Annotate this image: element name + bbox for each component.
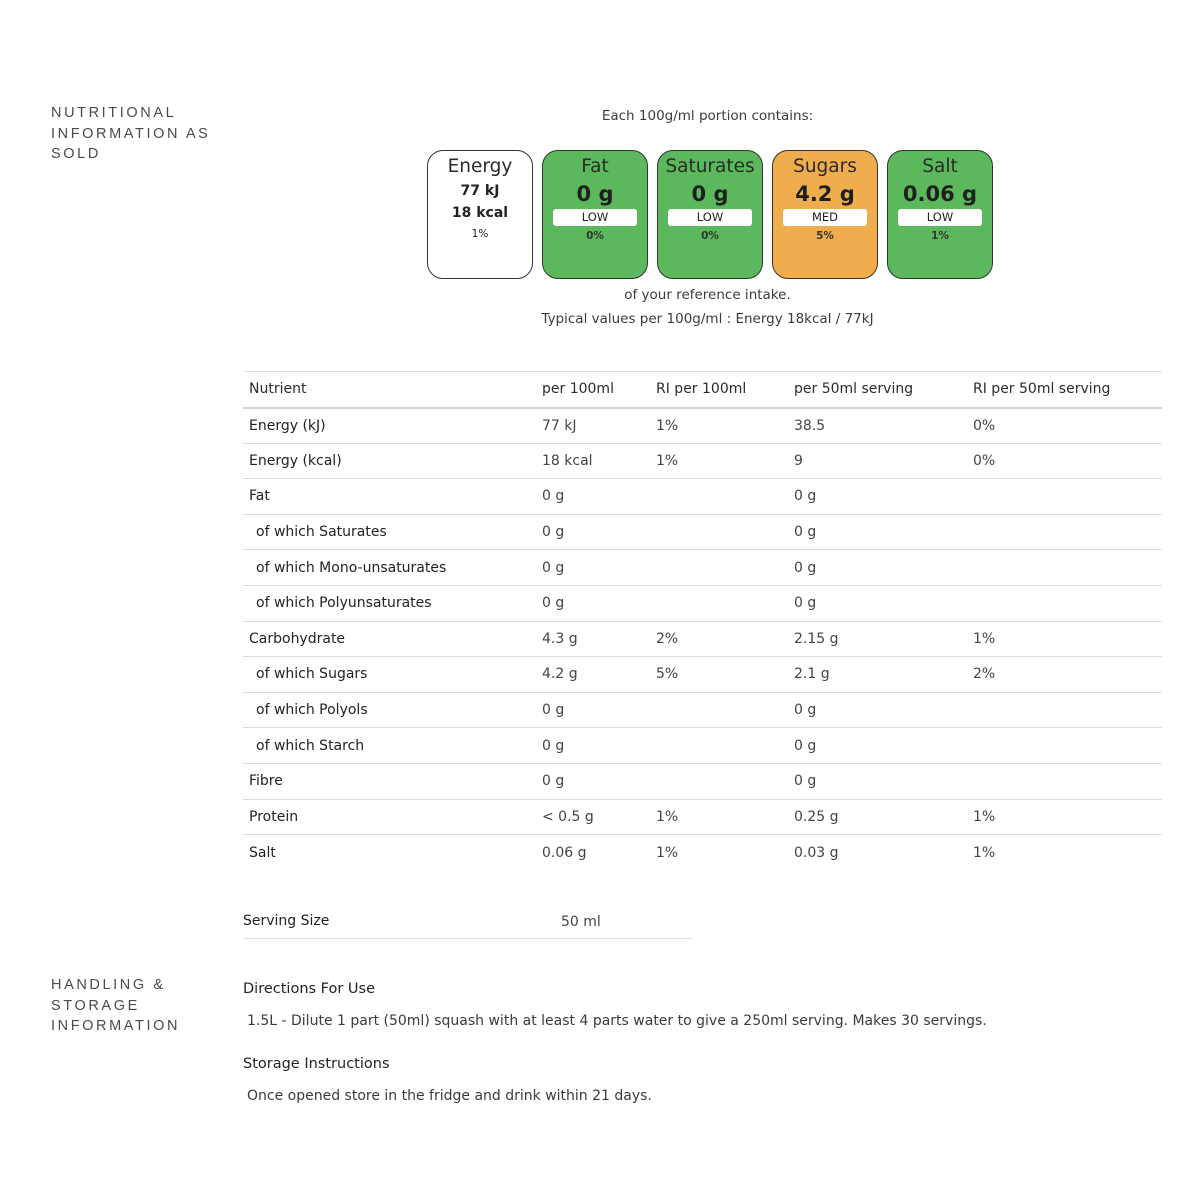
nutrient-name: Fat [243,479,536,515]
header-ri-per-100ml: RI per 100ml [650,372,788,408]
nutrient-name: of which Polyols [243,692,536,728]
salt-level-badge: LOW [898,209,982,226]
traffic-light-energy [427,150,533,279]
ri-100ml-value [650,692,788,728]
directions-for-use-heading: Directions For Use [243,981,376,997]
ri-50ml-value [967,728,1162,764]
serving-size-row [243,907,693,939]
storage-instructions-text: Once opened store in the fridge and drink within 21 days. [247,1088,652,1104]
traffic-light-salt [887,150,993,279]
sugars-value: 4.2 g [795,182,855,206]
ri-100ml-value [650,514,788,550]
ri-50ml-value [967,763,1162,799]
nutrition-table [243,371,1162,870]
table-row [243,479,1162,515]
per-100ml-value: 0 g [536,728,650,764]
table-row [243,799,1162,835]
serving-size-value: 50 ml [561,914,601,930]
nutritional-information-section-label: NUTRITIONAL INFORMATION AS SOLD [51,105,211,162]
ri-100ml-value: 1% [650,408,788,444]
energy-ri-pct: 1% [471,228,489,240]
per-100ml-value: 0 g [536,479,650,515]
per-100ml-value: 4.3 g [536,621,650,657]
per-100ml-value: 0 g [536,763,650,799]
header-per-100ml: per 100ml [536,372,650,408]
ri-100ml-value [650,728,788,764]
table-row [243,835,1162,871]
nutrient-name: Protein [243,799,536,835]
ri-50ml-value: 2% [967,657,1162,693]
per-50ml-value: 0.03 g [794,844,839,861]
table-row [243,408,1162,444]
table-header-row [243,372,1162,408]
serving-size-label: Serving Size [243,913,330,929]
per-50ml-value: 0 g [788,763,967,799]
per-50ml-value: 0 g [788,550,967,586]
ri-50ml-value: 1% [967,621,1162,657]
ri-50ml-value: 1% [973,844,996,861]
directions-for-use-text: 1.5L - Dilute 1 part (50ml) squash with at least 4 parts water to give a 250ml serving. Makes 30 servings. [247,1013,987,1029]
per-50ml-value: 0 g [788,692,967,728]
fat-value: 0 g [576,182,614,206]
per-50ml-value: 0 g [788,514,967,550]
saturates-title: Saturates [665,156,755,177]
fat-ri-pct: 0% [586,230,604,242]
saturates-level-badge: LOW [668,209,752,226]
fat-level-badge: LOW [553,209,637,226]
ri-100ml-value [650,763,788,799]
ri-100ml-value [650,479,788,515]
table-row [243,692,1162,728]
per-100ml-value: < 0.5 g [536,799,650,835]
saturates-ri-pct: 0% [701,230,719,242]
header-per-50ml-serving: per 50ml serving [788,372,967,408]
header-ri-per-50ml-serving: RI per 50ml serving [967,372,1162,408]
header-nutrient: Nutrient [243,372,536,408]
per-50ml-value: 0.25 g [788,799,967,835]
per-50ml-value: 9 [788,443,967,479]
salt-ri-pct: 1% [931,230,949,242]
table-row [243,728,1162,764]
portion-heading: Each 100g/ml portion contains: [601,108,814,124]
salt-title: Salt [922,156,958,177]
sugars-title: Sugars [793,156,857,177]
per-100ml-value: 0 g [536,514,650,550]
nutrient-name: of which Saturates [243,514,536,550]
fat-title: Fat [581,156,609,177]
nutrient-name: of which Starch [243,728,536,764]
energy-kj: 77 kJ [460,183,500,199]
per-100ml-value: 0.06 g [542,844,587,861]
nutrient-name: of which Sugars [243,657,536,693]
ri-50ml-value [967,514,1162,550]
ri-100ml-value: 1% [650,443,788,479]
per-100ml-value: 77 kJ [536,408,650,444]
per-50ml-value: 0 g [788,728,967,764]
per-50ml-value: 2.15 g [788,621,967,657]
ri-50ml-value: 1% [967,799,1162,835]
table-row [243,763,1162,799]
ri-50ml-value: 0% [967,408,1162,444]
salt-value: 0.06 g [902,182,978,206]
per-100ml-value: 0 g [536,692,650,728]
sugars-level-badge: MED [783,209,867,226]
sugars-ri-pct: 5% [816,230,834,242]
ri-100ml-value: 2% [650,621,788,657]
traffic-light-sugars [772,150,878,279]
table-row [243,657,1162,693]
ri-50ml-value [967,585,1162,621]
per-50ml-value: 0 g [788,585,967,621]
ri-100ml-value [650,585,788,621]
ri-50ml-value [967,479,1162,515]
per-50ml-value: 38.5 [788,408,967,444]
table-row [243,550,1162,586]
ri-100ml-value: 1% [656,844,679,861]
nutrient-name: Fibre [243,763,536,799]
per-100ml-value: 4.2 g [536,657,650,693]
traffic-light-labels [427,150,993,279]
table-row [243,585,1162,621]
table-row [243,443,1162,479]
ri-50ml-value [967,692,1162,728]
nutrient-name: Energy (kJ) [243,408,536,444]
per-100ml-value: 0 g [536,585,650,621]
per-100ml-value: 0 g [536,550,650,586]
ri-100ml-value: 1% [650,799,788,835]
per-50ml-value: 0 g [788,479,967,515]
ri-100ml-value [650,550,788,586]
nutrient-name: Salt [249,844,276,861]
nutrient-name: of which Mono-unsaturates [243,550,536,586]
saturates-value: 0 g [691,182,729,206]
nutrient-name: Carbohydrate [243,621,536,657]
nutrient-name: Energy (kcal) [243,443,536,479]
reference-intake-note: of your reference intake. [624,287,791,303]
handling-storage-section-label: HANDLING & STORAGE INFORMATION [51,977,181,1034]
ri-50ml-value: 0% [967,443,1162,479]
energy-kcal: 18 kcal [451,205,509,221]
ri-50ml-value [967,550,1162,586]
per-50ml-value: 2.1 g [788,657,967,693]
ri-100ml-value: 5% [650,657,788,693]
traffic-light-fat [542,150,648,279]
nutrient-name: of which Polyunsaturates [243,585,536,621]
per-100ml-value: 18 kcal [536,443,650,479]
traffic-light-saturates [657,150,763,279]
table-row [243,621,1162,657]
storage-instructions-heading: Storage Instructions [243,1056,390,1072]
energy-title: Energy [447,156,513,177]
table-row [243,514,1162,550]
typical-values-note: Typical values per 100g/ml : Energy 18kcal / 77kJ [541,311,874,327]
